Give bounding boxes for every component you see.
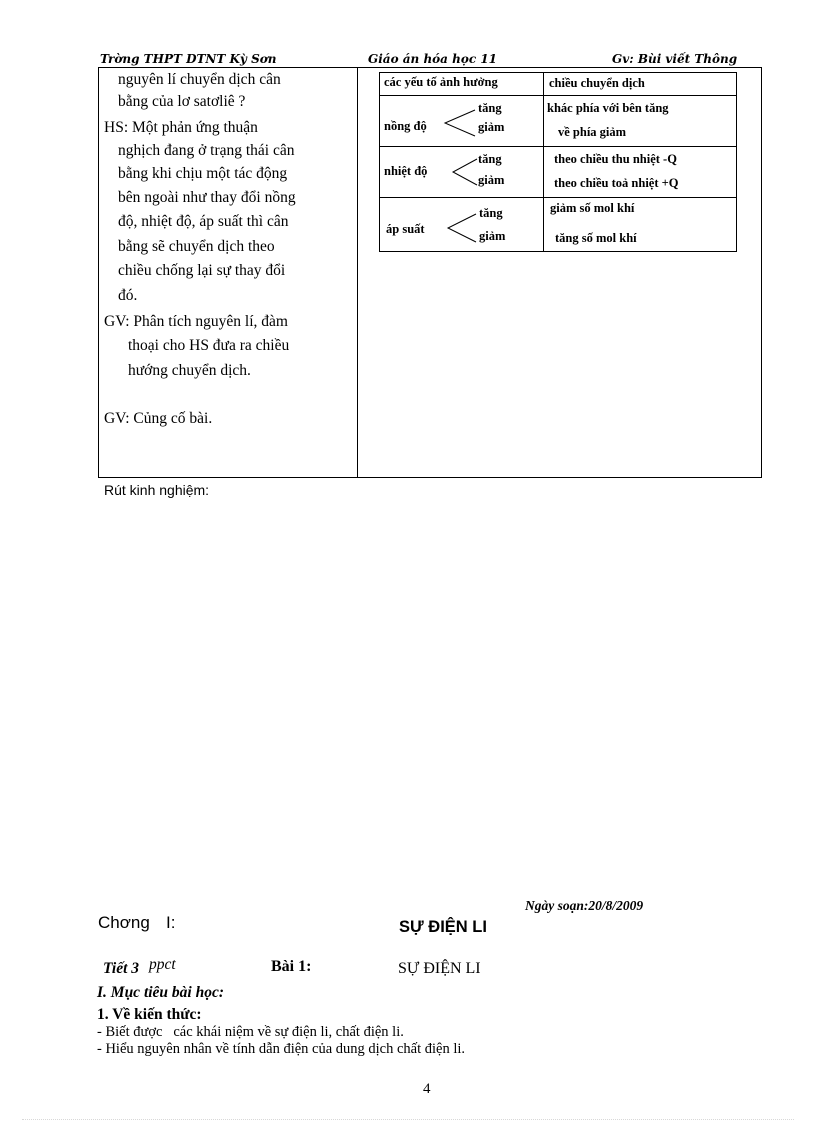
branch-arrow-icon: [443, 108, 477, 138]
objectives-heading: I. Mục tiêu bài học:: [97, 984, 225, 1001]
direction-up: giảm số mol khí: [550, 201, 635, 215]
chapter-number: I:: [166, 913, 176, 932]
left-line: bằng sẽ chuyển dịch theo: [118, 238, 275, 255]
ppct-label: ppct: [149, 956, 176, 973]
factor-up: tăng: [478, 152, 502, 166]
factor-down: giảm: [479, 229, 506, 243]
branch-arrow-icon: [451, 157, 479, 187]
left-line: nguyên lí chuyển dịch cân: [118, 71, 281, 88]
left-line: GV: Củng cố bài.: [104, 410, 213, 427]
chapter-title: SỰ ĐIỆN LI: [399, 918, 487, 936]
direction-down: tăng số mol khí: [555, 231, 637, 245]
left-line: hướng chuyển dịch.: [128, 362, 251, 379]
lesson-title: SỰ ĐIỆN LI: [398, 960, 481, 977]
factor-label: áp suất: [386, 222, 425, 236]
header-school: Trờng THPT DTNT Kỳ Sơn: [100, 52, 277, 66]
left-line: bằng của lơ satơliê ?: [118, 93, 246, 110]
left-line: độ, nhiệt độ, áp suất thì cân: [118, 213, 289, 230]
left-line: chiều chống lại sự thay đổi: [118, 262, 286, 279]
page-number: 4: [423, 1081, 431, 1097]
table-header-factor: các yếu tố ảnh hưởng: [384, 75, 498, 89]
page-bottom-border: [22, 1119, 794, 1120]
left-line: nghịch đang ở trạng thái cân: [118, 142, 295, 159]
left-line: đó.: [118, 287, 138, 304]
left-line: bên ngoài như thay đổi nồng: [118, 189, 296, 206]
factor-up: tăng: [478, 101, 502, 115]
header-teacher: Gv: Bùi viết Thông: [612, 52, 738, 66]
period-label: Tiết 3: [103, 960, 140, 977]
lesson-label: Bài 1:: [271, 958, 312, 975]
direction-up: khác phía với bên tăng: [547, 101, 669, 115]
left-line: GV: Phân tích nguyên lí, đàm: [104, 313, 288, 330]
left-line: HS: Một phản ứng thuận: [104, 119, 258, 136]
factor-label: nhiệt độ: [384, 164, 428, 178]
knowledge-item: - Hiểu nguyên nhân về tính dẫn điện của dung dịch chất điện li.: [97, 1041, 466, 1057]
factor-down: giảm: [478, 120, 505, 134]
header-subject: Giáo án hóa học 11: [368, 52, 498, 66]
prepared-date: Ngày soạn:20/8/2009: [525, 898, 644, 913]
knowledge-item: - Biết được các khái niệm về sự điện li, chất điện li.: [97, 1024, 404, 1040]
chapter-label: Chơng: [98, 913, 150, 932]
knowledge-heading: 1. Về kiến thức:: [97, 1006, 202, 1023]
factor-up: tăng: [479, 206, 503, 220]
direction-up: theo chiều thu nhiệt -Q: [554, 152, 677, 166]
direction-down: về phía giảm: [558, 125, 627, 139]
left-line: thoại cho HS đưa ra chiều: [128, 337, 290, 354]
experience-label: Rút kinh nghiệm:: [104, 482, 210, 498]
branch-arrow-icon: [446, 212, 478, 244]
factor-label: nồng độ: [384, 119, 427, 133]
factor-down: giảm: [478, 173, 505, 187]
direction-down: theo chiều toả nhiệt +Q: [554, 176, 679, 190]
table-header-direction: chiều chuyển dịch: [549, 76, 645, 90]
left-line: bằng khi chịu một tác động: [118, 165, 288, 182]
